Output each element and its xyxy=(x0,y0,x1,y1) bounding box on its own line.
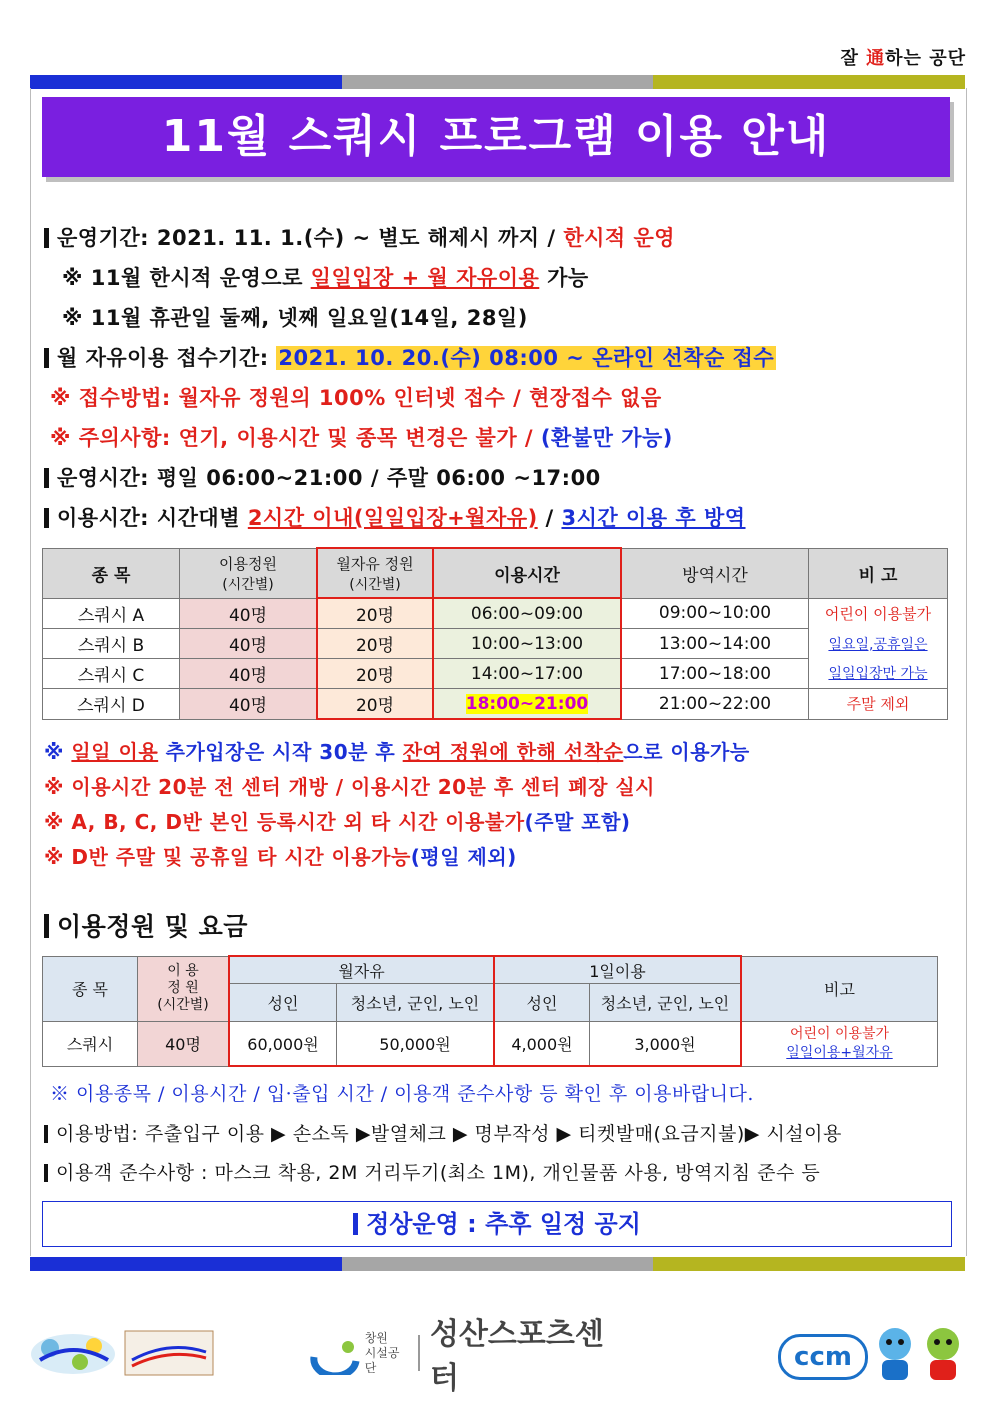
schedule-table xyxy=(42,547,948,720)
col-disinfect: 방역시간 xyxy=(621,548,809,598)
table-row xyxy=(43,689,948,720)
usage-process: 이용방법: 주출입구 이용 ▶ 손소독 ▶발열체크 ▶ 명부작성 ▶ 티켓발매(요금지불)▶ 시설이용 xyxy=(44,1119,842,1146)
row-disinfect: 17:00~18:00 xyxy=(621,659,809,689)
fee-monthly-youth: 50,000원 xyxy=(337,1021,495,1066)
row-monthly: 20명 xyxy=(317,659,433,689)
fee-col-monthly-youth: 청소년, 군인, 노인 xyxy=(337,984,495,1021)
row-time: 14:00~17:00 xyxy=(433,659,621,689)
row-name: 스쿼시 B xyxy=(43,629,180,659)
sisul-gongdan-logo xyxy=(308,1317,628,1396)
fee-col-daily: 1일이용 xyxy=(494,956,741,984)
row-capacity: 40명 xyxy=(180,598,318,629)
note-temporary: ※ 11월 한시적 운영으로 일일입장 + 월 자유이용 가능 xyxy=(62,266,589,290)
col-capacity: 이용정원 (시간별) xyxy=(180,548,318,598)
row-name: 스쿼시 D xyxy=(43,689,180,720)
fee-col-item: 종 목 xyxy=(43,956,138,1021)
col-time: 이용시간 xyxy=(433,548,621,598)
remark-no-children: 어린이 이용불가 xyxy=(809,598,948,629)
fee-col-remark: 비고 xyxy=(741,956,938,1021)
remark-holiday: 일요일,공휴일은 xyxy=(809,629,948,659)
note-d-weekend: ※ D반 주말 및 공휴일 타 시간 이용가능(평일 제외) xyxy=(44,845,517,869)
bottom-color-bar xyxy=(30,1257,965,1271)
fee-remark: 어린이 이용불가 일일이용+월자유 xyxy=(741,1021,938,1066)
certification-badge-icon xyxy=(124,1330,214,1376)
fee-col-daily-youth: 청소년, 군인, 노인 xyxy=(590,984,742,1021)
fee-col-capacity: 이 용 정 원 (시간별) xyxy=(138,956,230,1021)
row-capacity: 40명 xyxy=(180,689,318,720)
changwon-logo-icon xyxy=(28,1330,118,1378)
row-monthly: 20명 xyxy=(317,598,433,629)
remark-weekend: 주말 제외 xyxy=(809,689,948,720)
col-monthly: 월자유 정원 (시간별) xyxy=(317,548,433,598)
col-remark: 비 고 xyxy=(809,548,948,598)
fee-col-monthly-adult: 성인 xyxy=(229,984,337,1021)
fee-item: 스쿼시 xyxy=(43,1021,138,1066)
usage-time: 이용시간: 시간대별 2시간 이내(일일입장+월자유) / 3시간 이용 후 방역 xyxy=(44,502,746,532)
row-capacity: 40명 xyxy=(180,659,318,689)
fee-col-daily-adult: 성인 xyxy=(494,984,590,1021)
gongdan-swirl-icon xyxy=(308,1331,361,1375)
mascot-green-icon xyxy=(920,1324,966,1384)
slogan: 잘 通하는 공단 xyxy=(840,48,966,69)
note-abcd: ※ A, B, C, D반 본인 등록시간 외 타 시간 이용불가(주말 포함) xyxy=(44,810,631,834)
row-name: 스쿼시 A xyxy=(43,598,180,629)
fee-col-monthly: 월자유 xyxy=(229,956,494,984)
table-row xyxy=(43,629,948,659)
top-color-bar xyxy=(30,75,965,89)
confirm-note: ※ 이용종목 / 이용시간 / 입·출입 시간 / 이용객 준수사항 등 확인 후 이용바랍니다. xyxy=(50,1083,754,1105)
fee-monthly-adult: 60,000원 xyxy=(229,1021,337,1066)
table-row xyxy=(43,659,948,689)
fees-heading: 이용정원 및 요금 xyxy=(44,907,248,943)
fees-table xyxy=(42,955,938,1067)
row-time: 06:00~09:00 xyxy=(433,598,621,629)
operation-period: 운영기간: 2021. 11. 1.(수) ~ 별도 해제시 까지 / 한시적 운영 xyxy=(44,222,675,252)
fee-capacity: 40명 xyxy=(138,1021,230,1066)
caution: ※ 주의사항: 연기, 이용시간 및 종목 변경은 불가 / (환불만 가능) xyxy=(50,426,673,450)
schedule-header-row xyxy=(43,548,948,598)
page-title: 11월 스쿼시 프로그램 이용 안내 xyxy=(42,97,950,177)
registration-method: ※ 접수방법: 월자유 정원의 100% 인터넷 접수 / 현장접수 없음 xyxy=(50,386,662,410)
note-open-close: ※ 이용시간 20분 전 센터 개방 / 이용시간 20분 후 센터 폐장 실시 xyxy=(44,775,656,799)
operating-hours: 운영시간: 평일 06:00~21:00 / 주말 06:00 ~17:00 xyxy=(44,462,601,492)
center-name: 성산스포츠센터 xyxy=(429,1317,604,1396)
row-name: 스쿼시 C xyxy=(43,659,180,689)
note-daily: ※ 일일 이용 추가입장은 시작 30분 후 잔여 정원에 한해 선착순으로 이용가능 xyxy=(44,740,750,764)
row-time: 10:00~13:00 xyxy=(433,629,621,659)
row-disinfect: 21:00~22:00 xyxy=(621,689,809,720)
row-monthly: 20명 xyxy=(317,629,433,659)
visitor-rules: 이용객 준수사항 : 마스크 착용, 2M 거리두기(최소 1M), 개인물품 사용, 방역지침 준수 등 xyxy=(44,1158,820,1185)
row-capacity: 40명 xyxy=(180,629,318,659)
row-disinfect: 13:00~14:00 xyxy=(621,629,809,659)
remark-daily-only: 일일입장만 가능 xyxy=(809,659,948,689)
fee-daily-adult: 4,000원 xyxy=(494,1021,590,1066)
normal-operation-notice: 정상운영 : 추후 일정 공지 xyxy=(42,1201,952,1247)
row-time: 18:00~21:00 xyxy=(433,689,621,720)
row-disinfect: 09:00~10:00 xyxy=(621,598,809,629)
table-row xyxy=(43,1021,938,1066)
mascot-blue-icon xyxy=(872,1324,918,1384)
registration-period: 월 자유이용 접수기간: 2021. 10. 20.(수) 08:00 ~ 온라인 선착순 접수 xyxy=(44,342,776,372)
table-row xyxy=(43,598,948,629)
ccm-logo: ccm xyxy=(778,1334,868,1380)
col-item: 종 목 xyxy=(43,548,180,598)
fee-daily-youth: 3,000원 xyxy=(590,1021,742,1066)
org-small-2: 시설공단 xyxy=(364,1345,400,1375)
row-monthly: 20명 xyxy=(317,689,433,720)
note-closed-days: ※ 11월 휴관일 둘째, 넷째 일요일(14일, 28일) xyxy=(62,306,528,330)
org-small-1: 창원 xyxy=(364,1330,388,1345)
